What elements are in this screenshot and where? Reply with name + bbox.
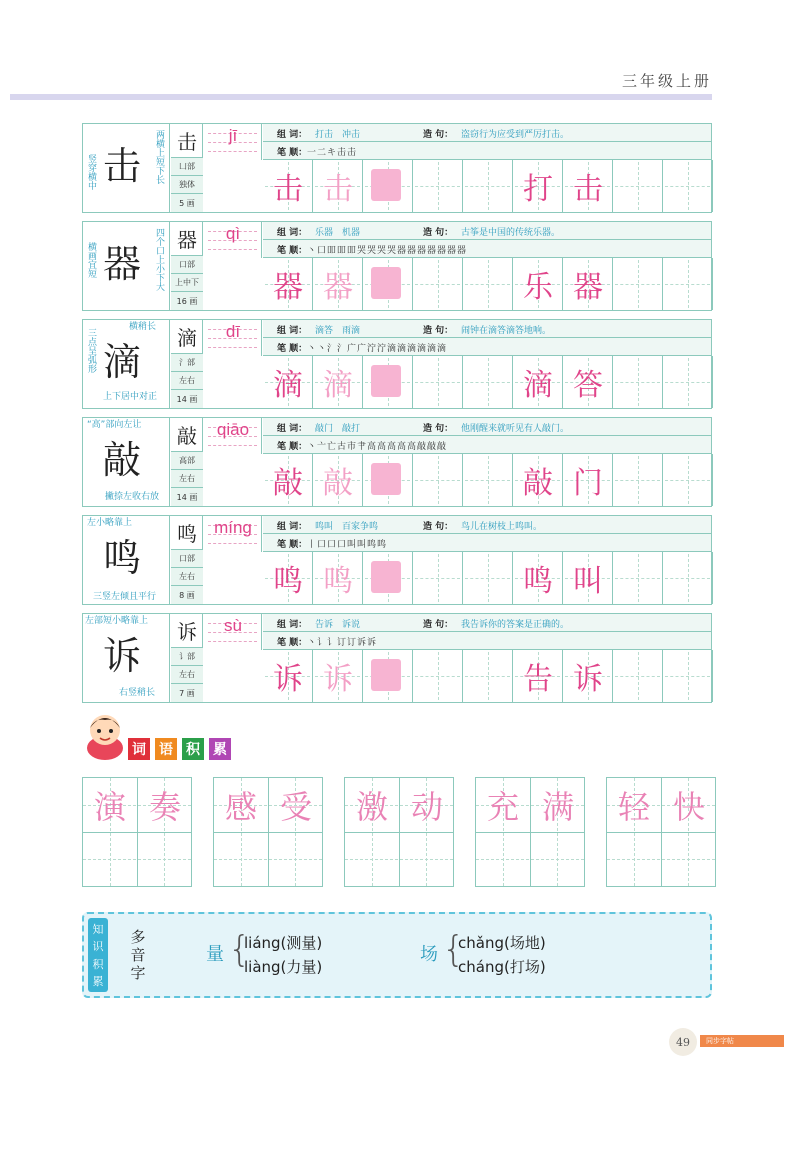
practice-cell[interactable] bbox=[413, 650, 463, 702]
radical-tag: 口部 bbox=[171, 256, 203, 274]
vocab-section-mascot bbox=[82, 708, 128, 764]
words-text: 敲门 敲打 bbox=[315, 424, 361, 434]
practice-cell[interactable] bbox=[313, 454, 363, 506]
practice-cell[interactable] bbox=[313, 356, 363, 408]
practice-char bbox=[363, 552, 413, 604]
practice-cell[interactable] bbox=[363, 160, 413, 212]
pinyin-box bbox=[204, 418, 262, 454]
stroke-row: 笔 顺： 一二キ击击 bbox=[263, 142, 711, 160]
vocab-word-box bbox=[82, 777, 192, 887]
writing-tip: 四个口上小下大 bbox=[154, 228, 164, 291]
small-char: 滴 bbox=[171, 320, 203, 354]
char-meta bbox=[171, 614, 203, 702]
words-text: 滴答 雨滴 bbox=[315, 326, 361, 336]
practice-char: 乐 bbox=[523, 270, 553, 305]
practice-grid bbox=[263, 552, 712, 604]
practice-char bbox=[613, 650, 663, 702]
char-block-3 bbox=[82, 417, 712, 507]
practice-cell[interactable] bbox=[263, 552, 313, 604]
writing-tip: 三竖左倾且平行 bbox=[93, 592, 157, 602]
writing-tip: 右竖稍长 bbox=[119, 688, 156, 698]
writing-tip: 两横上短下长 bbox=[154, 130, 164, 184]
sentence-text: 鸟儿在树枝上鸣叫。 bbox=[461, 522, 543, 532]
practice-grid bbox=[263, 160, 712, 212]
practice-char: 敲 bbox=[523, 466, 553, 501]
practice-grid bbox=[263, 356, 712, 408]
practice-cell[interactable] bbox=[663, 650, 713, 702]
sentence-text: 古筝是中国的传统乐器。 bbox=[461, 228, 561, 238]
big-char: 击 bbox=[103, 144, 142, 188]
practice-char bbox=[663, 356, 713, 408]
strokes-tag: 7 画 bbox=[171, 684, 203, 702]
strokes-tag: 5 画 bbox=[171, 194, 203, 212]
practice-cell[interactable] bbox=[663, 454, 713, 506]
practice-char bbox=[413, 258, 463, 310]
writing-tip: 左部短小略靠上 bbox=[85, 616, 149, 626]
practice-cell[interactable] bbox=[413, 160, 463, 212]
structure-tag: 左右 bbox=[171, 470, 203, 488]
practice-cell[interactable] bbox=[563, 650, 613, 702]
radical-tag: 讠部 bbox=[171, 648, 203, 666]
practice-char bbox=[463, 160, 513, 212]
strokes-tag: 14 画 bbox=[171, 488, 203, 506]
vocab-char: 激 bbox=[355, 788, 388, 826]
practice-cell[interactable] bbox=[613, 650, 663, 702]
structure-tag: 左右 bbox=[171, 568, 203, 586]
practice-char: 诉 bbox=[273, 662, 303, 697]
practice-char bbox=[613, 160, 663, 212]
pinyin-text: sù bbox=[224, 616, 242, 635]
structure-tag: 独体 bbox=[171, 176, 203, 194]
small-char: 击 bbox=[171, 124, 203, 158]
practice-cell[interactable] bbox=[513, 552, 563, 604]
practice-cell[interactable] bbox=[463, 356, 513, 408]
char-meta bbox=[171, 418, 203, 506]
practice-char bbox=[663, 454, 713, 506]
practice-char: 滴 bbox=[273, 368, 303, 403]
small-char: 鸣 bbox=[171, 516, 203, 550]
char-meta bbox=[171, 516, 203, 604]
header-bar bbox=[10, 94, 712, 100]
practice-char: 门 bbox=[573, 466, 603, 501]
page-number: 49 bbox=[669, 1028, 697, 1056]
char-block-1 bbox=[82, 221, 712, 311]
practice-cell[interactable] bbox=[613, 258, 663, 310]
practice-char: 诉 bbox=[573, 662, 603, 697]
small-char: 敲 bbox=[171, 418, 203, 452]
practice-char: 鸣 bbox=[523, 564, 553, 599]
practice-char bbox=[413, 454, 463, 506]
practice-char: 器 bbox=[273, 270, 303, 305]
practice-grid bbox=[263, 258, 712, 310]
words-row: 组 词： 告诉 诉说 造 句： 我告诉你的答案是正确的。 bbox=[263, 614, 711, 632]
practice-cell[interactable] bbox=[513, 160, 563, 212]
stroke-row: 笔 顺： 丶口吅吅吅哭哭哭哭器器器器器器器 bbox=[263, 240, 711, 258]
big-char: 鸣 bbox=[103, 536, 142, 580]
pinyin-box bbox=[204, 124, 262, 160]
big-char: 敲 bbox=[103, 438, 142, 482]
practice-cell[interactable] bbox=[463, 552, 513, 604]
words-row: 组 词： 滴答 雨滴 造 句： 闹钟在滴答滴答地响。 bbox=[263, 320, 711, 338]
practice-cell[interactable] bbox=[613, 552, 663, 604]
practice-grid bbox=[263, 650, 712, 702]
char-meta bbox=[171, 124, 203, 212]
char-block-2 bbox=[82, 319, 712, 409]
practice-grid bbox=[263, 454, 712, 506]
practice-char bbox=[663, 258, 713, 310]
practice-char bbox=[413, 356, 463, 408]
section-title-tile: 累 bbox=[209, 738, 231, 760]
char-illustration bbox=[83, 222, 170, 310]
big-char: 器 bbox=[103, 242, 142, 286]
vocab-char: 演 bbox=[93, 788, 126, 826]
polyphone-chang: 场 { chǎng(场地) cháng(打场) bbox=[420, 929, 546, 976]
knowledge-side-label: 知 识 积 累 bbox=[88, 918, 108, 992]
radical-tag: 氵部 bbox=[171, 354, 203, 372]
practice-cell[interactable] bbox=[413, 356, 463, 408]
practice-char: 敲 bbox=[273, 466, 303, 501]
practice-char: 器 bbox=[573, 270, 603, 305]
vocab-char: 轻 bbox=[617, 788, 650, 826]
practice-cell[interactable] bbox=[563, 356, 613, 408]
writing-tip: 上下居中对正 bbox=[103, 392, 158, 402]
practice-char bbox=[613, 258, 663, 310]
char-meta bbox=[171, 320, 203, 408]
practice-cell[interactable] bbox=[263, 356, 313, 408]
char-illustration bbox=[83, 320, 170, 408]
writing-tip: 横稍长 bbox=[129, 322, 157, 332]
char-illustration bbox=[83, 418, 170, 506]
practice-cell[interactable] bbox=[513, 454, 563, 506]
practice-cell[interactable] bbox=[563, 258, 613, 310]
pinyin-text: míng bbox=[214, 518, 252, 537]
practice-cell[interactable] bbox=[613, 356, 663, 408]
vocab-word-box bbox=[475, 777, 585, 887]
practice-char: 击 bbox=[573, 172, 603, 207]
char-illustration bbox=[83, 614, 170, 702]
practice-char bbox=[363, 650, 413, 702]
stroke-row: 笔 顺： 丨口口口叫叫鸣鸣 bbox=[263, 534, 711, 552]
practice-char bbox=[363, 356, 413, 408]
practice-char bbox=[463, 356, 513, 408]
practice-cell[interactable] bbox=[263, 258, 313, 310]
stroke-sequence: 丶丶氵氵广广泞泞滴滴滴滴滴滴 bbox=[307, 344, 448, 354]
words-text: 打击 冲击 bbox=[315, 130, 361, 140]
stroke-sequence: 丶口吅吅吅哭哭哭哭器器器器器器器 bbox=[307, 246, 468, 256]
practice-char: 滴 bbox=[523, 368, 553, 403]
words-row: 组 词： 鸣叫 百家争鸣 造 句： 鸟儿在树枝上鸣叫。 bbox=[263, 516, 711, 534]
practice-cell[interactable] bbox=[363, 356, 413, 408]
char-block-0 bbox=[82, 123, 712, 213]
practice-cell[interactable] bbox=[463, 258, 513, 310]
vocab-word-box bbox=[344, 777, 454, 887]
practice-cell[interactable] bbox=[413, 454, 463, 506]
practice-cell[interactable] bbox=[463, 454, 513, 506]
practice-char: 鸣 bbox=[273, 564, 303, 599]
writing-tip: 竖穿横中 bbox=[86, 154, 96, 190]
practice-char bbox=[463, 650, 513, 702]
practice-cell[interactable] bbox=[513, 650, 563, 702]
practice-char: 诉 bbox=[323, 662, 353, 697]
practice-cell[interactable] bbox=[663, 258, 713, 310]
practice-char bbox=[413, 552, 463, 604]
pinyin-box bbox=[204, 222, 262, 258]
vocab-char: 充 bbox=[486, 788, 519, 826]
practice-cell[interactable] bbox=[463, 650, 513, 702]
pinyin-text: qiāo bbox=[216, 420, 250, 439]
practice-cell[interactable] bbox=[363, 258, 413, 310]
words-row: 组 词： 打击 冲击 造 句： 盗窃行为应受到严厉打击。 bbox=[263, 124, 711, 142]
practice-cell[interactable] bbox=[313, 258, 363, 310]
pinyin-box bbox=[204, 516, 262, 552]
strokes-tag: 8 画 bbox=[171, 586, 203, 604]
practice-char: 告 bbox=[523, 662, 553, 697]
pinyin-text: dī bbox=[225, 322, 241, 341]
pinyin-box bbox=[204, 320, 262, 356]
vocab-word-box bbox=[213, 777, 323, 887]
practice-cell[interactable] bbox=[563, 552, 613, 604]
practice-cell[interactable] bbox=[313, 160, 363, 212]
practice-cell[interactable] bbox=[663, 160, 713, 212]
practice-char bbox=[463, 454, 513, 506]
practice-char: 击 bbox=[323, 172, 353, 207]
words-row: 组 词： 乐器 机器 造 句： 古筝是中国的传统乐器。 bbox=[263, 222, 711, 240]
practice-char bbox=[363, 160, 413, 212]
practice-cell[interactable] bbox=[513, 258, 563, 310]
practice-char bbox=[613, 552, 663, 604]
sentence-text: 我告诉你的答案是正确的。 bbox=[461, 620, 570, 630]
writing-tip: 三点呈弧形 bbox=[86, 328, 96, 373]
section-title-tile: 词 bbox=[128, 738, 150, 760]
pinyin-box bbox=[204, 614, 262, 650]
big-char: 诉 bbox=[103, 634, 142, 678]
practice-cell[interactable] bbox=[363, 650, 413, 702]
section-title-tile: 积 bbox=[182, 738, 204, 760]
practice-cell[interactable] bbox=[663, 356, 713, 408]
pinyin-text: qì bbox=[225, 224, 241, 243]
practice-char bbox=[363, 454, 413, 506]
practice-cell[interactable] bbox=[263, 160, 313, 212]
footer-band: 同步字帖 bbox=[700, 1035, 784, 1047]
vocab-char: 奏 bbox=[148, 788, 181, 826]
char-illustration bbox=[83, 124, 170, 212]
vocab-char: 受 bbox=[279, 788, 312, 826]
practice-char bbox=[663, 650, 713, 702]
words-row: 组 词： 敲门 敲打 造 句： 他刚醒来就听见有人敲门。 bbox=[263, 418, 711, 436]
practice-cell[interactable] bbox=[363, 454, 413, 506]
practice-char bbox=[363, 258, 413, 310]
vocab-char: 快 bbox=[672, 788, 705, 826]
practice-cell[interactable] bbox=[263, 650, 313, 702]
practice-char bbox=[463, 258, 513, 310]
practice-char bbox=[663, 160, 713, 212]
strokes-tag: 14 画 bbox=[171, 390, 203, 408]
writing-tip: 左小略靠上 bbox=[87, 518, 133, 528]
knowledge-box bbox=[82, 912, 712, 998]
practice-char bbox=[613, 454, 663, 506]
practice-char: 答 bbox=[573, 368, 603, 403]
structure-tag: 上中下 bbox=[171, 274, 203, 292]
practice-char bbox=[463, 552, 513, 604]
char-block-5 bbox=[82, 613, 712, 703]
writing-tip: 横画宜短 bbox=[86, 242, 96, 278]
structure-tag: 左右 bbox=[171, 372, 203, 390]
stroke-row: 笔 顺： 丶丶氵氵广广泞泞滴滴滴滴滴滴 bbox=[263, 338, 711, 356]
practice-char: 鸣 bbox=[323, 564, 353, 599]
stroke-sequence: 丨口口口叫叫鸣鸣 bbox=[307, 540, 388, 550]
vocab-word-box bbox=[606, 777, 716, 887]
practice-char bbox=[413, 160, 463, 212]
radical-tag: 凵部 bbox=[171, 158, 203, 176]
words-text: 鸣叫 百家争鸣 bbox=[315, 522, 379, 532]
sentence-text: 盗窃行为应受到严厉打击。 bbox=[461, 130, 570, 140]
knowledge-topic: 多 音 字 bbox=[130, 928, 146, 982]
pinyin-text: jī bbox=[228, 126, 238, 145]
small-char: 诉 bbox=[171, 614, 203, 648]
vocab-char: 动 bbox=[410, 788, 443, 826]
practice-cell[interactable] bbox=[463, 160, 513, 212]
big-char: 滴 bbox=[103, 340, 142, 384]
words-text: 告诉 诉说 bbox=[315, 620, 361, 630]
practice-char: 击 bbox=[273, 172, 303, 207]
sentence-text: 闹钟在滴答滴答地响。 bbox=[461, 326, 552, 336]
polyphone-liang: 量 { liáng(测量) liàng(力量) bbox=[206, 929, 323, 976]
practice-cell[interactable] bbox=[563, 160, 613, 212]
practice-cell[interactable] bbox=[613, 454, 663, 506]
practice-char: 滴 bbox=[323, 368, 353, 403]
stroke-sequence: 一二キ击击 bbox=[307, 148, 358, 158]
practice-char: 叫 bbox=[573, 564, 603, 599]
writing-tip: 撇捺左收右放 bbox=[105, 492, 160, 502]
char-meta bbox=[171, 222, 203, 310]
practice-cell[interactable] bbox=[363, 552, 413, 604]
radical-tag: 高部 bbox=[171, 452, 203, 470]
practice-cell[interactable] bbox=[413, 258, 463, 310]
practice-char bbox=[413, 650, 463, 702]
practice-cell[interactable] bbox=[613, 160, 663, 212]
char-illustration bbox=[83, 516, 170, 604]
practice-cell[interactable] bbox=[513, 356, 563, 408]
book-grade-title: 三年级上册 bbox=[621, 72, 712, 90]
stroke-sequence: 丶讠讠订订诉诉 bbox=[307, 638, 378, 648]
practice-char: 打 bbox=[523, 172, 553, 207]
stroke-sequence: 丶亠亡古市肀高高高高高敲敲敲 bbox=[307, 442, 448, 452]
practice-char bbox=[613, 356, 663, 408]
strokes-tag: 16 画 bbox=[171, 292, 203, 310]
practice-cell[interactable] bbox=[663, 552, 713, 604]
practice-char: 器 bbox=[323, 270, 353, 305]
sentence-text: 他刚醒来就听见有人敲门。 bbox=[461, 424, 570, 434]
radical-tag: 口部 bbox=[171, 550, 203, 568]
small-char: 器 bbox=[171, 222, 203, 256]
stroke-row: 笔 顺： 丶讠讠订订诉诉 bbox=[263, 632, 711, 650]
section-title-tile: 语 bbox=[155, 738, 177, 760]
vocab-char: 感 bbox=[224, 788, 257, 826]
practice-cell[interactable] bbox=[313, 552, 363, 604]
stroke-row: 笔 顺： 丶亠亡古市肀高高高高高敲敲敲 bbox=[263, 436, 711, 454]
practice-cell[interactable] bbox=[563, 454, 613, 506]
vocab-char: 满 bbox=[541, 788, 574, 826]
writing-tip: “高”部向左让 bbox=[87, 420, 142, 430]
practice-char bbox=[663, 552, 713, 604]
practice-cell[interactable] bbox=[413, 552, 463, 604]
practice-cell[interactable] bbox=[313, 650, 363, 702]
char-block-4 bbox=[82, 515, 712, 605]
structure-tag: 左右 bbox=[171, 666, 203, 684]
words-text: 乐器 机器 bbox=[315, 228, 361, 238]
practice-char: 敲 bbox=[323, 466, 353, 501]
practice-cell[interactable] bbox=[263, 454, 313, 506]
